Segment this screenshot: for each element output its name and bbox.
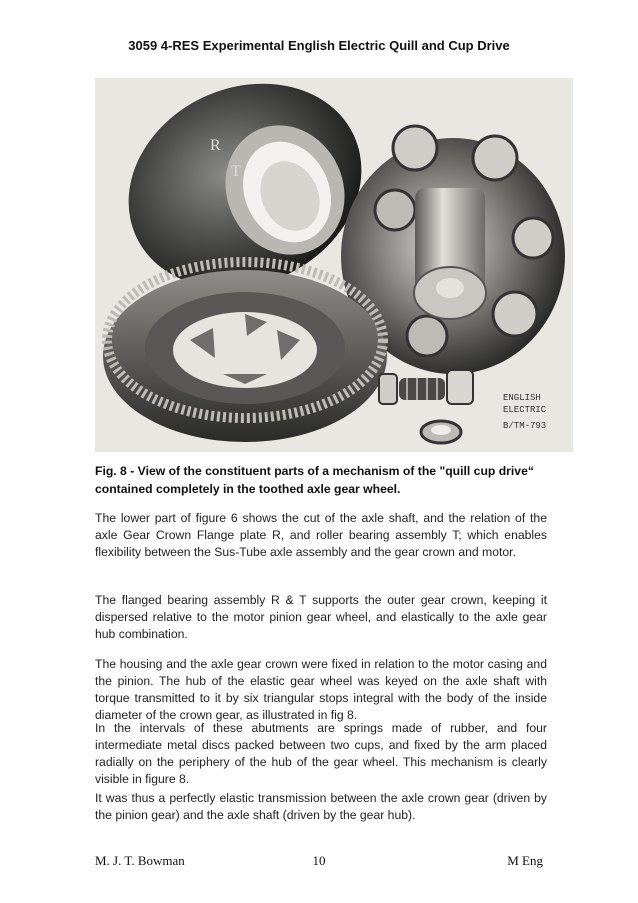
label-t: T — [231, 163, 241, 180]
paragraph-1: The lower part of figure 6 shows the cut of the axle shaft, and the relation of the axle Gear Crown Flange plate R, and roller bearing assembly T; which enables flexibility between the Sus-Tube axle assembly and the gear crown and motor. — [95, 511, 547, 559]
figure-caption: Fig. 8 - View of the constituent parts of a mechanism of the "quill cup drive“ contained completely in the toothed axle gear wheel. — [95, 464, 534, 496]
svg-text:ELECTRIC: ELECTRIC — [503, 405, 547, 415]
svg-text:ENGLISH: ENGLISH — [503, 393, 541, 403]
svg-text:B/TM-793: B/TM-793 — [503, 421, 547, 431]
gear-mechanism-photo — [95, 78, 573, 452]
paragraph-5: It was thus a perfectly elastic transmission between the axle crown gear (driven by the pinion gear) and the axle shaft (driven by the gear hub). — [95, 791, 547, 822]
paragraph-2: The flanged bearing assembly R & T supports the outer gear crown, keeping it dispersed relative to the motor pinion gear wheel, and elastically to the axle gear hub combination. — [95, 593, 547, 641]
footer-degree: M Eng — [507, 853, 543, 868]
photo-stamp — [503, 393, 547, 431]
paragraph-4: In the intervals of these abutments are springs made of rubber, and four intermediate metal discs packed between two cups, and fixed by the arm placed radially on the periphery of the hub of the gear wheel. This mechanism is clearly visible in figure 8. — [95, 721, 547, 786]
paragraph-3: The housing and the axle gear crown were fixed in relation to the motor casing and the pinion. The hub of the elastic gear wheel was keyed on the axle shaft with torque transmitted to it by six triangular stops integral with the body of the inside diameter of the crown gear, as illustrated in fig 8. — [95, 657, 547, 722]
page-header: 3059 4-RES Experimental English Electric Quill and Cup Drive — [128, 38, 510, 53]
footer-page-number: 10 — [312, 853, 326, 868]
label-r: R — [210, 137, 221, 154]
footer-author: M. J. T. Bowman — [95, 853, 185, 868]
figure-photo — [95, 78, 573, 452]
